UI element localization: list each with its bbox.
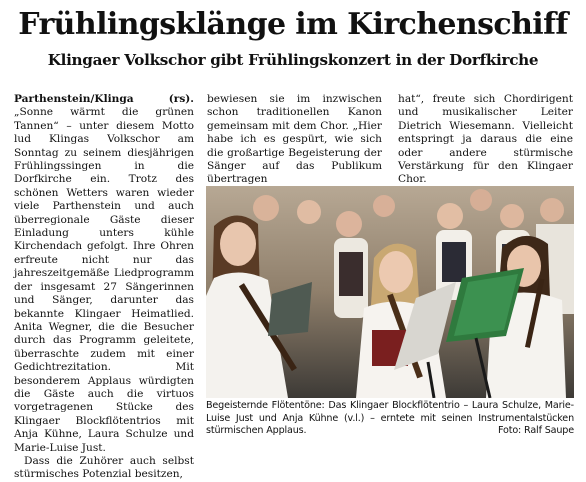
article-column-3	[398, 93, 573, 187]
photo-illustration	[206, 186, 574, 398]
article-column-1	[14, 93, 194, 482]
article-paragraph-1	[14, 93, 194, 455]
article-paragraph-4: hat“, freute sich Chordirigent und musikalischer Leiter Dietrich Wiesemann. Vielleicht entspringt ja daraus die eine oder andere stürmische Verstärkung für den Klingaer Chor.	[398, 93, 573, 186]
photo-caption	[206, 400, 574, 438]
subheadline: Klingaer Volkschor gibt Frühlingskonzert in der Dorfkirche	[47, 51, 539, 69]
paragraph-text: „Sonne wärmt die grünen Tannen“ – unter diesem Motto lud Klingas Volkschor am Sonntag zu seinem diesjährigen Frühlingssingen in die Dorfkirche ein. Trotz des schönen Wetters waren wieder viele Parthenstein und auch überregionale Gäste dieser Einladung unters kühle Kirchendach gefolgt. Ihre Ohren erfreute nicht nur das jahreszeitgemäße Liedprogramm der insgesamt 27 Sängerinnen und Sänger, darunter das bekannte Klingaer Heimatlied. Anita Wegner, die die Besucher durch das Programm geleitete, überraschte zudem mit einer Gedichtrezitation. Mit besonderem Applaus würdigten die Gäste auch die virtuos vorgetragenen Stücke des Klingaer Blockflötentrios mit Anja Kühne, Laura Schulze und Marie-Luise Just.	[14, 106, 194, 454]
article-column-2	[207, 93, 382, 187]
concert-photo	[206, 186, 574, 398]
photo-credit: Foto: Ralf Saupe	[497, 425, 574, 437]
dateline: Parthenstein/Klinga (rs).	[14, 93, 194, 105]
headline: Frühlingsklänge im Kirchenschiff	[18, 7, 568, 42]
caption-text: Begeisternde Flötentöne: Das Klingaer Blockflötentrio – Laura Schulze, Marie-Luise Just und Anja Kühne (v.l.) – erntete mit seinen Instrumentalstücken stürmischen Applaus.	[206, 400, 574, 437]
article-paragraph-3: bewiesen sie im inzwischen schon traditionellen Kanon gemeinsam mit dem Chor. „Hier habe ich es gespürt, wie sich die großartige Begeisterung der Sänger auf das Publikum übertragen	[207, 93, 382, 186]
article-paragraph-2: Dass die Zuhörer auch selbst stürmisches Potenzial besitzen,	[14, 454, 194, 481]
